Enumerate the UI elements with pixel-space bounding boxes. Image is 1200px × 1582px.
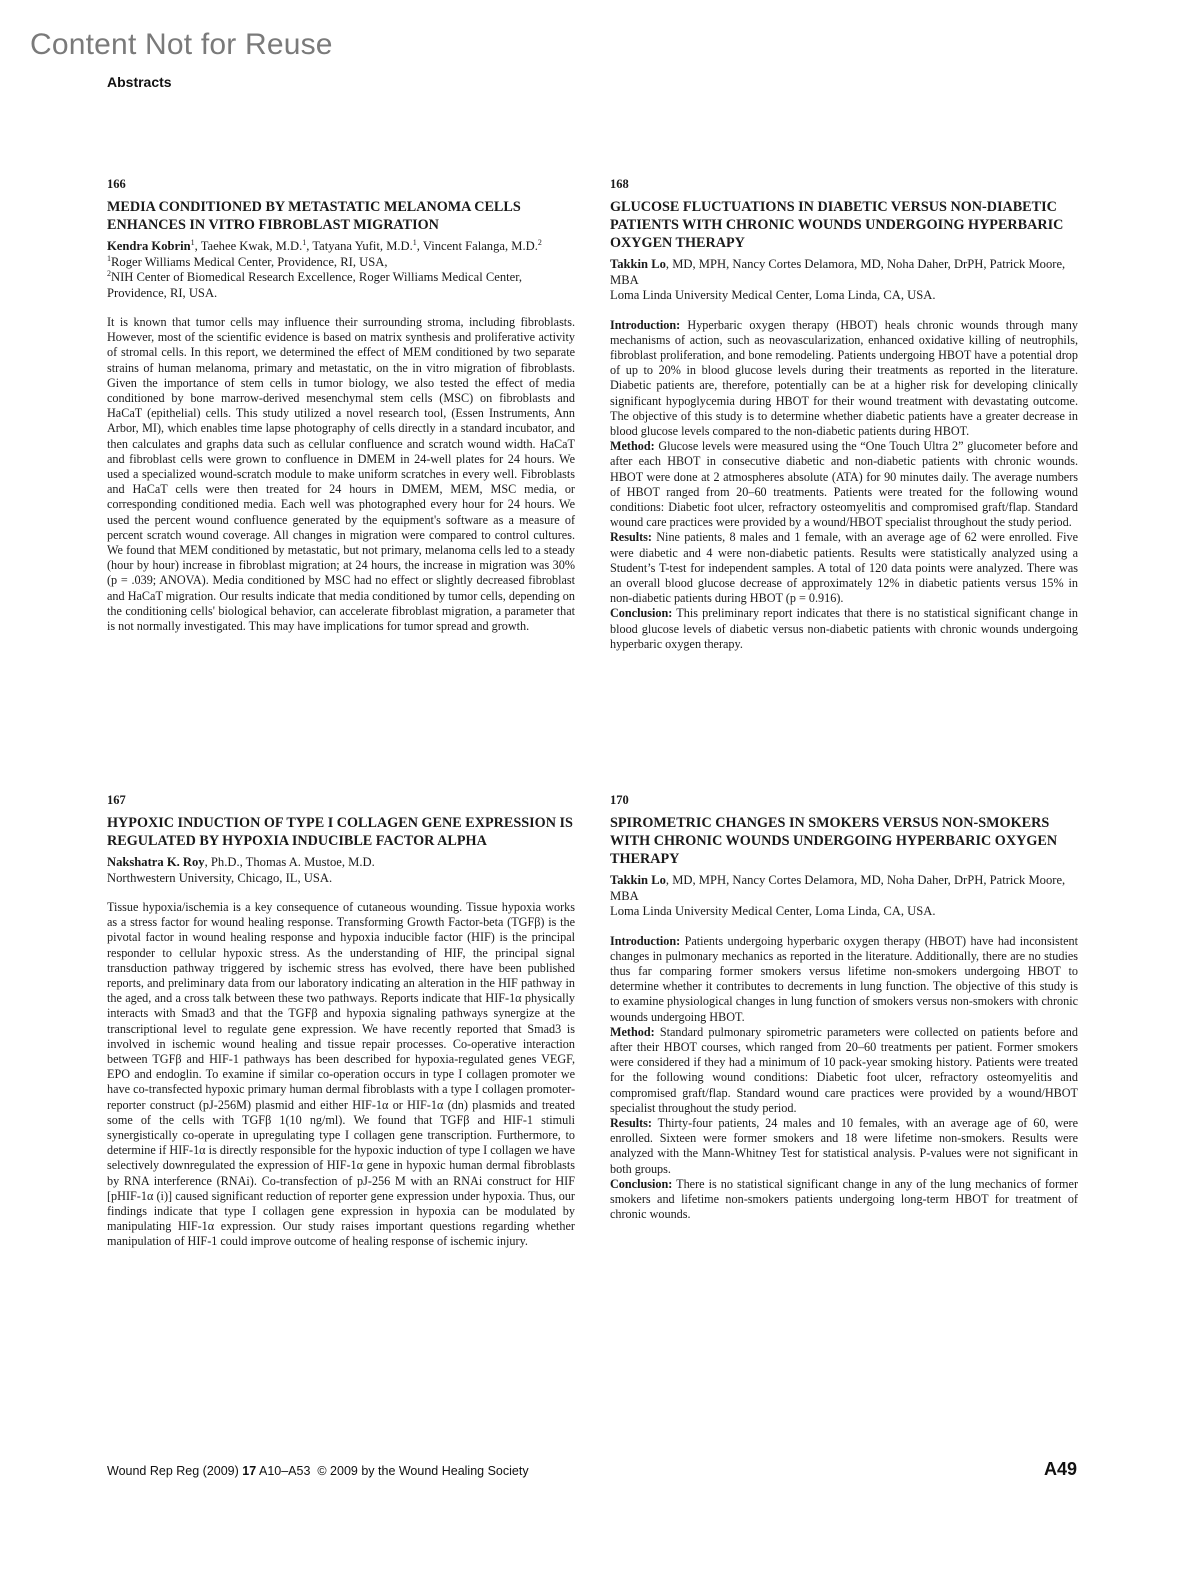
abstract-title: GLUCOSE FLUCTUATIONS IN DIABETIC VERSUS NON-DIABETIC PATIENTS WITH CHRONIC WOUNDS UNDERGOING HYPERBARIC OXYGEN THERAPY <box>610 199 1064 251</box>
affiliation <box>107 270 575 301</box>
footer-citation <box>107 1464 529 1478</box>
affiliation-mark: 1 <box>190 237 195 247</box>
volume: 17 <box>242 1464 257 1478</box>
abstract-body <box>107 315 575 634</box>
affiliation-mark: 1 <box>412 237 417 247</box>
introduction-section <box>610 934 1078 1025</box>
abstract-body <box>610 318 1078 652</box>
abstract-number: 170 <box>610 793 629 807</box>
author: , MD, MPH, Nancy Cortes Delamora, MD, Noha Daher, DrPH, Patrick Moore, MBA <box>610 873 1066 903</box>
affiliation-text: NIH Center of Biomedical Research Excellence, Roger Williams Medical Center, Providence, RI, USA. <box>107 270 523 300</box>
section-text: Hyperbaric oxygen therapy (HBOT) heals chronic wounds through many mechanisms of action, such as neovascularization, enhanced oxidative killing of neutrophils, fibroblast proliferation, and bone remodeling. Patients undergoing HBOT have a potential drop of up to 20% in blood glucose levels during their treatments as reported in the literature. Diabetic patients are, therefore, potentially can be at a higher risk for developing clinically significant hypoglycemia during HBOT for their wound treatment with devastating outcome. The objective of this study is to determine whether diabetic patients have a greater decrease in blood glucose levels compared to the non-diabetic patients during HBOT. <box>610 317 1078 438</box>
author: , Ph.D., Thomas A. Mustoe, M.D. <box>204 855 375 869</box>
copyright: © 2009 by the Wound Healing Society <box>317 1464 529 1478</box>
results-section <box>610 530 1078 606</box>
section-text: Glucose levels were measured using the “One Touch Ultra 2” glucometer before and after each HBOT in consecutive diabetic and non-diabetic patients with chronic wounds. HBOT were done at 2 atmospheres absolute (ATA) for 90 minutes daily. The average numbers of HBOT ranged from 20–60 treatments. Patients were treated for the following wound conditions: Diabetic foot ulcer, refractory osteomyelitis and compromised graft/flap. Standard wound care practices were provided by a wound/HBOT specialist throughout the study period. <box>610 439 1078 530</box>
section-label: Method: <box>610 1024 655 1039</box>
affiliation: Loma Linda University Medical Center, Loma Linda, CA, USA. <box>610 904 936 918</box>
abstract-title: SPIROMETRIC CHANGES IN SMOKERS VERSUS NON-SMOKERS WITH CHRONIC WOUNDS UNDERGOING HYPERBARIC OXYGEN THERAPY <box>610 815 1058 867</box>
section-label: Conclusion: <box>610 606 673 621</box>
abstract-authors <box>610 873 1078 904</box>
body-paragraph: It is known that tumor cells may influence their surrounding stroma, including fibroblasts. However, most of the scientific evidence is based on matrix synthesis and proliferative activity of stromal cells. In this report, we determined the effect of MEM conditioned by two separate strains of human melanoma, primary and metastatic, on the in vitro migration of fibroblasts. Given the importance of stem cells in tumor biology, we also tested the effect of media conditioned by bone marrow-derived mesenchymal stem cells (MSC) on fibroblasts and HaCaT (epithelial) cells. This study utilized a novel research tool, (Essen Instruments, Ann Arbor, MI), which enables time lapse photography of cells directly in a standard incubator, and then calculates and graphs data such as cellular confluence and scratch wound width. HaCaT and fibroblast cells were grown to confluence in DMEM in 24-well plates for 24 hours. We used a specialized wound-scratch module to make uniform scratches in every well. Fibroblasts and HaCaT cells were then treated for 24 hours in DMEM, MEM, MSC media, or corresponding conditioned media. Each well was photographed every hour for 24 hours. We used the percent wound confluence generated by the equipment's software as a measure of percent scratch wound coverage. All changes in migration were compared to control cultures. We found that MEM conditioned by metastatic, but not primary, melanoma cells led to a steady (hour by hour) increase in fibroblast migration; at 24 hours, the increase in migration was 30% (p = .039; ANOVA). Media conditioned by MSC had no effect or slightly decreased fibroblast and HaCaT migration. Our results indicate that media conditioned by tumor cells, depending on the conditioning cells' biological behavior, can accelerate fibroblast migration, a parameter that is not normally investigated. This may have implications for tumor spread and growth. <box>107 315 575 634</box>
section-label: Introduction: <box>610 933 681 948</box>
abstract-authors <box>610 257 1078 288</box>
method-section <box>610 439 1078 530</box>
affiliation <box>107 255 575 271</box>
abstract-170 <box>610 793 1078 1222</box>
section-text: Patients undergoing hyperbaric oxygen therapy (HBOT) have had inconsistent changes in pulmonary mechanics as reported in the literature. Additionally, there are no studies thus far comparing former smokers versus lifetime non-smokers undergoing HBOT to determine whether it contributes to decrements in lung function. The objective of this study is to examine physiological changes in lung function of smokers versus non-smokers with chronic wounds undergoing HBOT. <box>610 933 1078 1024</box>
affiliations <box>610 904 1078 920</box>
affiliations <box>610 288 1078 304</box>
page-range: A10–A53 <box>258 1464 311 1478</box>
affiliations <box>107 871 575 887</box>
section-label: Introduction: <box>610 317 681 332</box>
section-label: Results: <box>610 530 652 545</box>
abstract-number: 167 <box>107 793 126 807</box>
section-text: Thirty-four patients, 24 males and 10 females, with an average age of 60, were enrolled. Sixteen were former smokers and 18 were lifetime non-smokers. Results were analyzed with the Mann-Whitney Test for statistical analysis. P-values were not significant in both groups. <box>610 1115 1078 1176</box>
abstract-title: HYPOXIC INDUCTION OF TYPE I COLLAGEN GENE EXPRESSION IS REGULATED BY HYPOXIA INDUCIBLE FACTOR ALPHA <box>107 815 573 849</box>
author: , MD, MPH, Nancy Cortes Delamora, MD, Noha Daher, DrPH, Patrick Moore, MBA <box>610 257 1066 287</box>
section-text: Standard pulmonary spirometric parameters were collected on patients before and after their HBOT courses, which ranged from 20–60 treatments per patient. Former smokers were considered if they had a minimum of 10 pack-year smoking history. Patients were treated for the following wound conditions: Diabetic foot ulcer, refractory osteomyelitis and compromised graft/flap. Standard wound care practices were provided by a wound/HBOT specialist throughout the study period. <box>610 1024 1078 1115</box>
section-label: Conclusion: <box>610 1176 673 1191</box>
section-text: This preliminary report indicates that there is no statistical significant change in blood glucose levels of diabetic versus non-diabetic patients with chronic wounds undergoing hyperbaric oxygen therapy. <box>610 606 1078 651</box>
affiliation-text: Roger Williams Medical Center, Providence, RI, USA, <box>111 254 388 269</box>
abstract-authors <box>107 855 575 871</box>
author: , Tatyana Yufit, M.D. <box>306 239 413 253</box>
author: , Taehee Kwak, M.D. <box>194 239 303 253</box>
presenting-author: Nakshatra K. Roy <box>107 855 205 869</box>
affiliation: Loma Linda University Medical Center, Loma Linda, CA, USA. <box>610 288 936 302</box>
presenting-author: Takkin Lo <box>610 257 666 271</box>
section-label: Method: <box>610 439 655 454</box>
abstract-166 <box>107 177 575 634</box>
presenting-author: Takkin Lo <box>610 873 666 887</box>
journal-name: Wound Rep Reg (2009) <box>107 1464 239 1478</box>
body-paragraph: Tissue hypoxia/ischemia is a key consequence of cutaneous wounding. Tissue hypoxia works as a stress factor for wound healing response. Transforming Growth Factor-beta (TGFβ) is the pivotal factor in wound healing response and hypoxia inducible factor (HIF) is the principal responder to cellular hypoxic stress. As the understanding of HIF, the principal signal transduction pathway triggered by ischemic stress has evolved, there have been published reports, and preliminary data from our laboratory indicating an alteration in the HIF pathway in the aged, and a cross talk between these two pathways. Reports indicate that HIF-1α physically interacts with Smad3 and that the TGFβ and hypoxia signaling pathways synergize at the transcriptional level to regulate gene expression. We have recently reported that Smad3 is involved in ischemic wound healing and tissue repair processes. Co-operative interaction between TGFβ and HIF-1 pathways has been described for hypoxia-regulated genes VEGF, EPO and endoglin. To examine if similar co-operation occurs in type I collagen promoter we have co-transfected hypoxic primary human dermal fibroblasts with a type I collagen promoter-reporter construct (pJ-256M) plasmid and either HIF-1α or HIF-1α (dn) plasmids and treated some of the cells with TGFβ 1(10 ng/ml). We found that TGFβ and HIF-1 stimuli synergistically co-operate in upregulating type I collagen gene transcription. Furthermore, to determine if HIF-1α is directly responsible for the hypoxic induction of type I collagen we have selectively downregulated the expression of HIF-1α gene in hypoxic human dermal fibroblasts by RNA interference (RNAi). Co-transfection of pJ-256 M with an RNAi construct for HIF [pHIF-1α (i)] caused significant reduction of reporter gene expression under hypoxia. Thus, our findings indicate that type I collagen gene expression in hypoxia can be modulated by manipulating HIF-1α expression. Our study raises important questions regarding whether manipulation of HIF-1 could improve outcome of healing response of ischemic injury. <box>107 900 575 1249</box>
watermark: Content Not for Reuse <box>30 28 333 61</box>
author: , Vincent Falanga, M.D. <box>416 239 538 253</box>
conclusion-section <box>610 606 1078 652</box>
conclusion-section <box>610 1177 1078 1223</box>
affiliation-mark: 1 <box>302 237 307 247</box>
results-section <box>610 1116 1078 1177</box>
section-text: There is no statistical significant change in any of the lung mechanics of former smokers and lifetime non-smokers patients undergoing long-term HBOT for treatment of chronic wounds. <box>610 1176 1078 1222</box>
affiliation-mark: 2 <box>537 237 542 247</box>
running-head: Abstracts <box>107 74 172 90</box>
method-section <box>610 1025 1078 1116</box>
page-number: A49 <box>1043 1459 1077 1479</box>
abstract-body <box>610 934 1078 1223</box>
introduction-section <box>610 318 1078 440</box>
section-label: Results: <box>610 1115 652 1130</box>
abstract-title: MEDIA CONDITIONED BY METASTATIC MELANOMA CELLS ENHANCES IN VITRO FIBROBLAST MIGRATION <box>107 199 521 233</box>
abstract-authors <box>107 239 575 255</box>
affiliation-mark: 2 <box>107 268 111 278</box>
affiliation-mark: 1 <box>107 253 111 263</box>
abstract-number: 166 <box>107 177 126 191</box>
presenting-author: Kendra Kobrin <box>107 239 191 253</box>
affiliations <box>107 255 575 302</box>
abstract-167 <box>107 793 575 1250</box>
affiliation: Northwestern University, Chicago, IL, USA. <box>107 870 333 885</box>
abstract-body <box>107 900 575 1250</box>
abstract-168 <box>610 177 1078 652</box>
abstract-number: 168 <box>610 177 629 191</box>
section-text: Nine patients, 8 males and 1 female, with an average age of 62 were enrolled. Five were diabetic and 4 were non-diabetic patients. Results were statistically analyzed using a Student’s T-test for independent samples. A total of 120 data points were analyzed. There was an overall blood glucose decrease of approximately 12% in diabetic patients versus 15% in non-diabetic patients during HBOT (p = 0.916). <box>610 530 1078 606</box>
